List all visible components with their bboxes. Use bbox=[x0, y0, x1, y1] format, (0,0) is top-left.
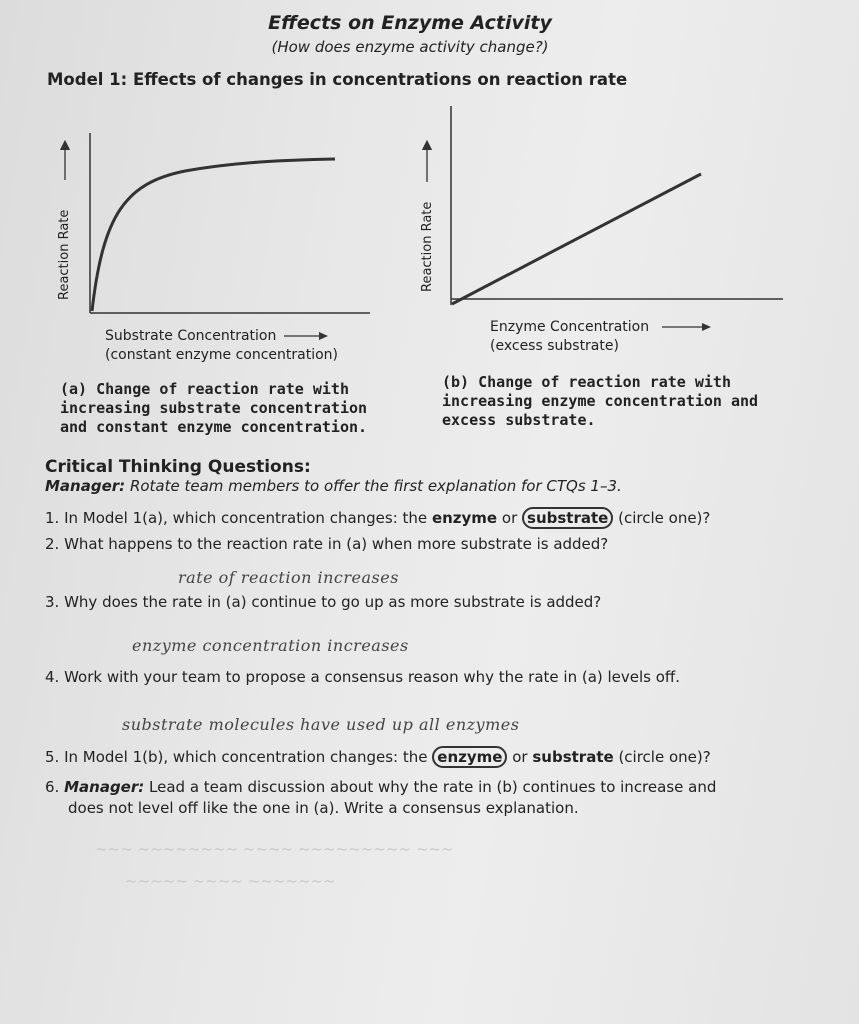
manager-text: Rotate team members to offer the first explanation for CTQs 1–3. bbox=[129, 477, 622, 495]
caption-b bbox=[442, 373, 758, 430]
graph-a bbox=[55, 125, 375, 325]
q1-option-enzyme[interactable]: enzyme bbox=[431, 509, 498, 527]
graph-a-xlabel-line1: Substrate Concentration bbox=[105, 328, 277, 344]
graph-b-xlabel-line2: (excess substrate) bbox=[490, 338, 619, 354]
caption-a bbox=[60, 380, 367, 437]
manager-label: Manager: bbox=[45, 477, 126, 495]
answer-4-handwritten[interactable]: substrate molecules have used up all enzymes bbox=[122, 715, 520, 734]
question-6: 6. Manager: Lead a team discussion about why the rate in (b) continues to increase and does not level off like the one in (a). Write a consensus explanation. bbox=[45, 778, 717, 817]
caption-a-line3: and constant enzyme concentration. bbox=[60, 418, 368, 436]
q5-option-substrate[interactable]: substrate bbox=[532, 748, 614, 766]
worksheet-title: Effects on Enzyme Activity bbox=[268, 12, 552, 34]
question-4: 4. Work with your team to propose a consensus reason why the rate in (a) levels off. bbox=[45, 668, 681, 686]
ctq-heading: Critical Thinking Questions: bbox=[45, 457, 311, 477]
graph-b-ylabel: Reaction Rate bbox=[420, 201, 435, 292]
graph-a-x-arrow bbox=[281, 330, 331, 342]
graph-b-x-arrow bbox=[654, 321, 716, 333]
q1-option-substrate-circled[interactable]: substrate bbox=[522, 507, 613, 529]
caption-b-line2: increasing enzyme concentration and bbox=[442, 392, 759, 410]
graph-a-xlabel bbox=[105, 327, 338, 365]
caption-b-line1: (b) Change of reaction rate with bbox=[442, 373, 731, 391]
graph-a-xlabel-line2: (constant enzyme concentration) bbox=[105, 347, 339, 363]
question-1: 1. In Model 1(a), which concentration changes: the enzyme or substrate (circle one)? bbox=[45, 509, 711, 527]
question-5: 5. In Model 1(b), which concentration changes: the enzyme or substrate (circle one)? bbox=[45, 748, 711, 766]
caption-b-line3: excess substrate. bbox=[442, 411, 596, 429]
model-title: Model 1: Effects of changes in concentrations on reaction rate bbox=[47, 70, 628, 89]
caption-a-line2: increasing substrate concentration bbox=[60, 399, 368, 417]
caption-a-line1: (a) Change of reaction rate with bbox=[60, 380, 349, 398]
question-2: 2. What happens to the reaction rate in (a) when more substrate is added? bbox=[45, 535, 609, 553]
graph-b-xlabel bbox=[490, 318, 716, 356]
q5-option-enzyme-circled[interactable]: enzyme bbox=[432, 746, 507, 768]
worksheet-subtitle: (How does enzyme activity change?) bbox=[271, 38, 549, 56]
q6-manager-label: Manager: bbox=[64, 778, 145, 796]
bleed-through-marks: ~~~ ~~~~~~~~ ~~~~ ~~~~~~~~~ ~~~ bbox=[95, 840, 454, 858]
answer-3-handwritten[interactable]: enzyme concentration increases bbox=[132, 636, 409, 655]
answer-2-handwritten[interactable]: rate of reaction increases bbox=[178, 568, 399, 587]
graph-b-line bbox=[452, 174, 701, 304]
graph-b bbox=[418, 100, 788, 310]
graph-a-ylabel: Reaction Rate bbox=[57, 209, 72, 300]
bleed-through-marks-2: ~~~~~ ~~~~ ~~~~~~~ bbox=[125, 872, 336, 890]
graph-b-xlabel-line1: Enzyme Concentration bbox=[490, 319, 650, 335]
graph-a-curve bbox=[92, 159, 335, 311]
question-3: 3. Why does the rate in (a) continue to go up as more substrate is added? bbox=[45, 593, 602, 611]
manager-instruction bbox=[45, 477, 622, 495]
